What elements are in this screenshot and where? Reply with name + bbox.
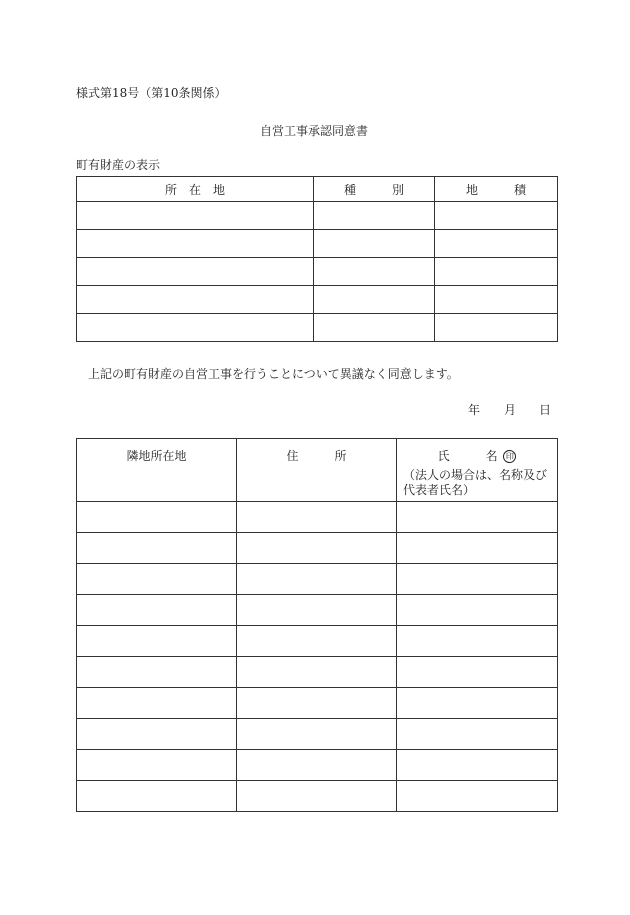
consent-statement: 上記の町有財産の自営工事を行うことについて異議なく同意します。	[88, 367, 459, 381]
neighbor-location-cell[interactable]	[77, 750, 237, 781]
property-type-cell[interactable]	[314, 230, 435, 258]
neighbor-header-name	[397, 439, 558, 502]
table-row	[77, 286, 558, 314]
neighbor-name-cell[interactable]	[397, 750, 558, 781]
neighbor-table	[76, 438, 558, 812]
property-area-cell[interactable]	[435, 202, 558, 230]
table-row	[77, 657, 558, 688]
property-header-location: 所 在 地	[77, 177, 314, 202]
table-row	[77, 314, 558, 342]
property-header-area: 地 積	[435, 177, 558, 202]
neighbor-name-cell[interactable]	[397, 533, 558, 564]
document-title: 自営工事承認同意書	[260, 124, 369, 138]
property-location-cell[interactable]	[77, 230, 314, 258]
neighbor-header-name-label: 氏 名	[437, 449, 498, 463]
neighbor-header-address	[237, 439, 397, 502]
neighbor-address-cell[interactable]	[237, 688, 397, 719]
neighbor-address-cell[interactable]	[237, 564, 397, 595]
property-type-cell[interactable]	[314, 314, 435, 342]
table-row	[77, 564, 558, 595]
property-area-cell[interactable]	[435, 314, 558, 342]
date-month-label: 月	[504, 403, 517, 417]
date-day-label: 日	[539, 403, 552, 417]
neighbor-header-location-label: 隣地所在地	[126, 449, 187, 463]
property-type-cell[interactable]	[314, 202, 435, 230]
property-table	[76, 176, 558, 342]
neighbor-address-cell[interactable]	[237, 626, 397, 657]
table-row	[77, 626, 558, 657]
neighbor-name-cell[interactable]	[397, 781, 558, 812]
neighbor-location-cell[interactable]	[77, 657, 237, 688]
neighbor-name-cell[interactable]	[397, 595, 558, 626]
table-row	[77, 533, 558, 564]
table-row	[77, 781, 558, 812]
table-row	[77, 258, 558, 286]
property-location-cell[interactable]	[77, 314, 314, 342]
neighbor-location-cell[interactable]	[77, 781, 237, 812]
neighbor-location-cell[interactable]	[77, 688, 237, 719]
neighbor-name-cell[interactable]	[397, 688, 558, 719]
neighbor-header-name-note: （法人の場合は、名称及び代表者氏名）	[403, 468, 548, 497]
property-section-label: 町有財産の表示	[76, 158, 161, 172]
table-row	[77, 230, 558, 258]
table-row	[77, 595, 558, 626]
property-location-cell[interactable]	[77, 258, 314, 286]
table-row	[77, 750, 558, 781]
property-header-type: 種 別	[314, 177, 435, 202]
neighbor-location-cell[interactable]	[77, 502, 237, 533]
table-row	[77, 502, 558, 533]
neighbor-name-cell[interactable]	[397, 719, 558, 750]
property-table-header-row	[77, 177, 558, 202]
neighbor-address-cell[interactable]	[237, 750, 397, 781]
neighbor-name-cell[interactable]	[397, 564, 558, 595]
property-area-cell[interactable]	[435, 286, 558, 314]
neighbor-name-cell[interactable]	[397, 626, 558, 657]
date-year-label: 年	[468, 403, 481, 417]
neighbor-location-cell[interactable]	[77, 564, 237, 595]
seal-mark-icon: 印	[503, 450, 516, 463]
neighbor-address-cell[interactable]	[237, 502, 397, 533]
property-type-cell[interactable]	[314, 258, 435, 286]
form-number: 様式第18号（第10条関係）	[76, 86, 227, 100]
property-location-cell[interactable]	[77, 286, 314, 314]
neighbor-name-cell[interactable]	[397, 657, 558, 688]
neighbor-header-address-label: 住 所	[286, 449, 347, 463]
neighbor-address-cell[interactable]	[237, 719, 397, 750]
neighbor-name-cell[interactable]	[397, 502, 558, 533]
neighbor-location-cell[interactable]	[77, 533, 237, 564]
table-row	[77, 719, 558, 750]
neighbor-address-cell[interactable]	[237, 657, 397, 688]
neighbor-address-cell[interactable]	[237, 533, 397, 564]
neighbor-header-location	[77, 439, 237, 502]
neighbor-location-cell[interactable]	[77, 719, 237, 750]
table-row	[77, 202, 558, 230]
property-area-cell[interactable]	[435, 230, 558, 258]
neighbor-location-cell[interactable]	[77, 626, 237, 657]
property-location-cell[interactable]	[77, 202, 314, 230]
neighbor-location-cell[interactable]	[77, 595, 237, 626]
table-row	[77, 688, 558, 719]
neighbor-header-name-line	[397, 447, 557, 464]
property-type-cell[interactable]	[314, 286, 435, 314]
neighbor-address-cell[interactable]	[237, 595, 397, 626]
property-area-cell[interactable]	[435, 258, 558, 286]
neighbor-table-header-row	[77, 439, 558, 502]
neighbor-address-cell[interactable]	[237, 781, 397, 812]
